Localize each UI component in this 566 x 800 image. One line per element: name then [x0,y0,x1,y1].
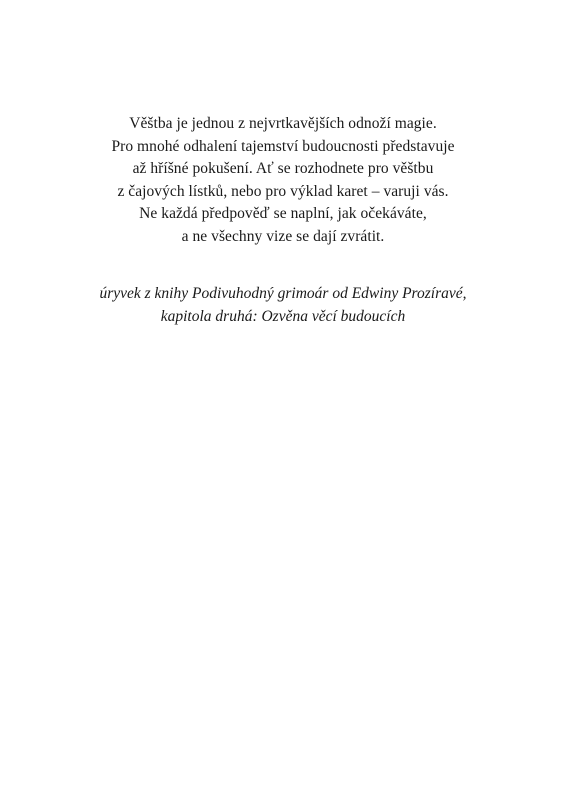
attribution-line: úryvek z knihy Podivuhodný grimoár od Edwiny Prozíravé, [99,285,467,302]
epigraph-line: Věštba je jednou z nejvrtkavějších odnoží magie. [129,115,437,132]
attribution-line: kapitola druhá: Ozvěna věcí budoucích [160,307,406,325]
epigraph-line: z čajových lístků, nebo pro výklad karet – varuji vás. [117,182,449,200]
epigraph-line: a ne všechny vize se dají zvrátit. [181,227,385,245]
epigraph-line: Pro mnohé odhalení tajemství budoucnosti představuje [111,137,455,155]
epigraph-attribution [0,283,566,328]
epigraph-line: Ne každá předpověď se naplní, jak očekáváte, [139,205,427,223]
epigraph-quote [0,113,566,249]
epigraph-line: až hříšné pokušení. Ať se rozhodnete pro věštbu [132,160,434,178]
